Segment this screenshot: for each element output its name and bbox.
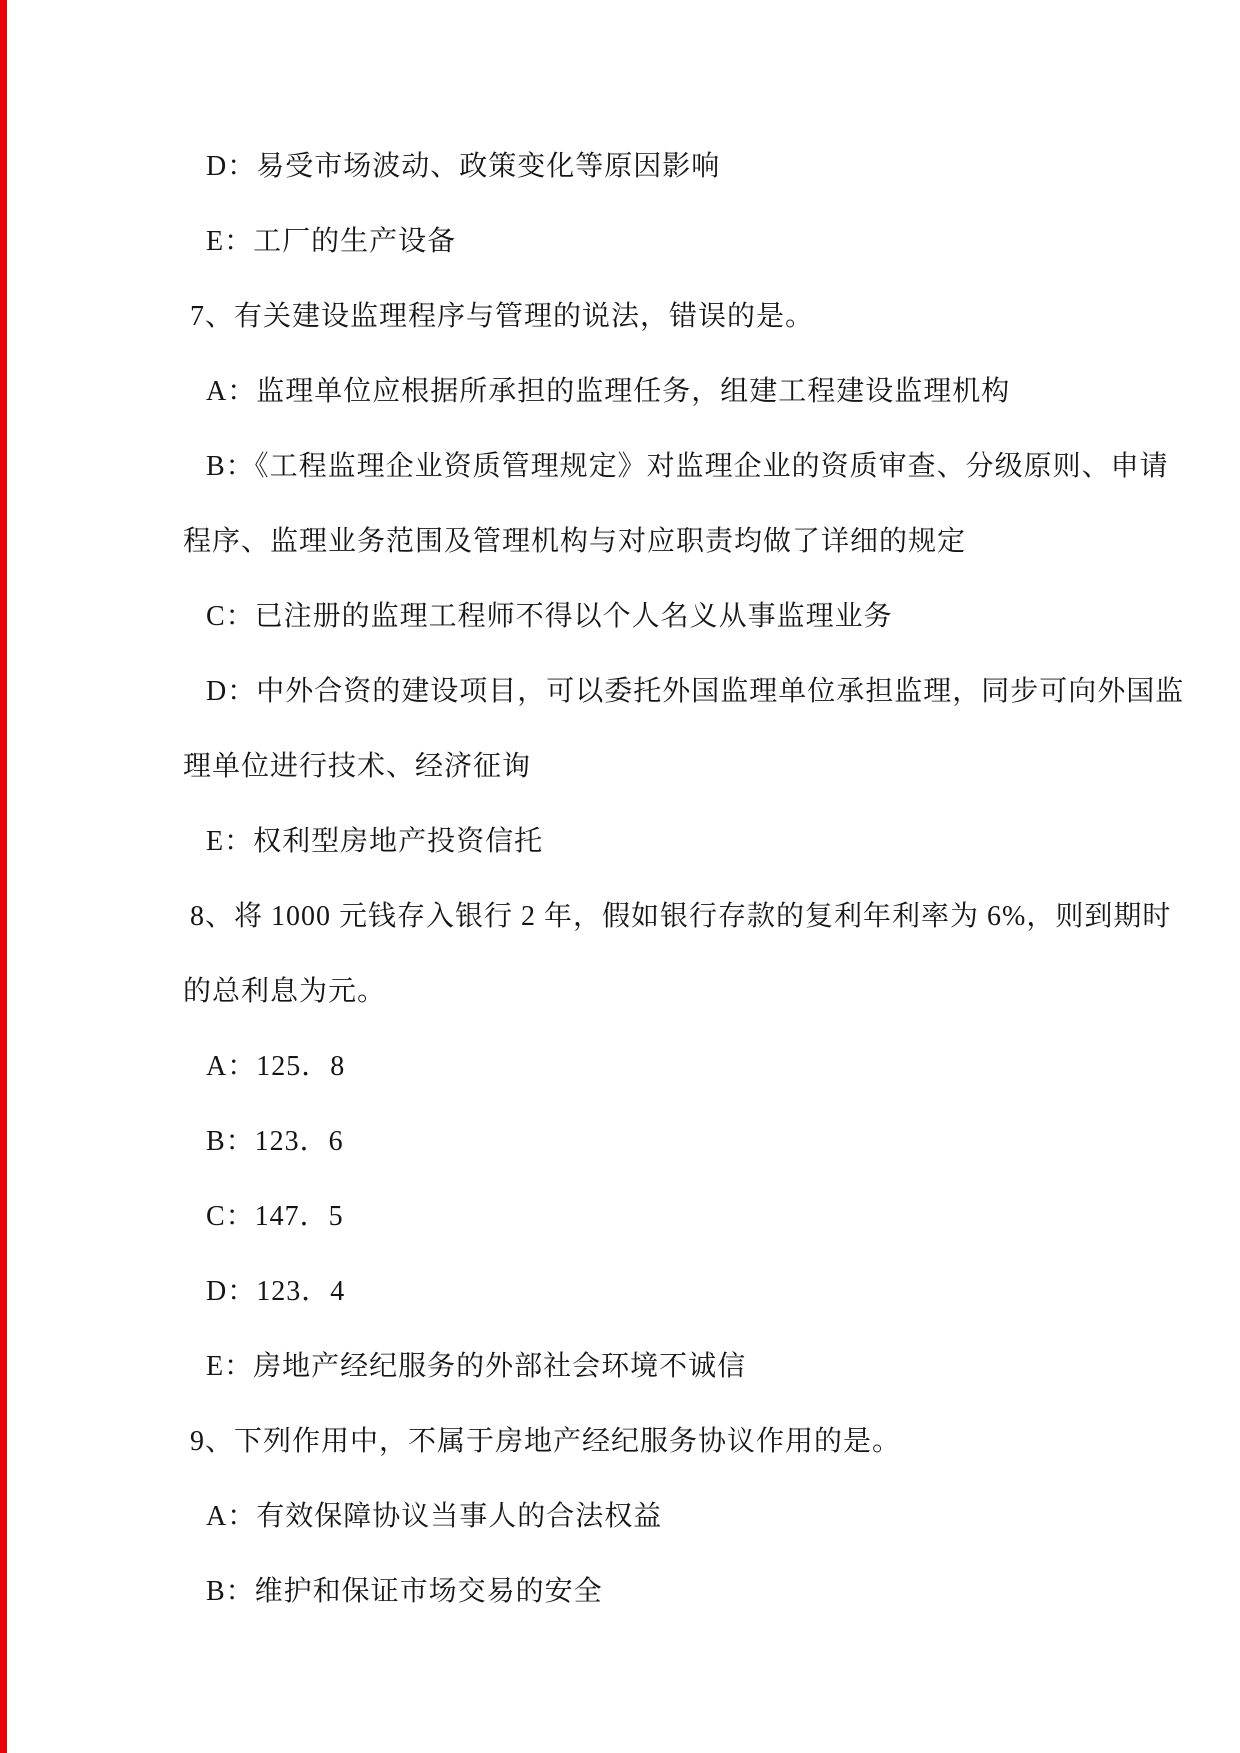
document-line: D：中外合资的建设项目，可以委托外国监理单位承担监理，同步可向外国监 (206, 676, 1185, 707)
document-line: D：123．4 (206, 1276, 346, 1307)
document-line: 7、有关建设监理程序与管理的说法，错误的是。 (190, 301, 815, 332)
document-line: C：已注册的监理工程师不得以个人名义从事监理业务 (206, 601, 893, 632)
document-line: D：易受市场波动、政策变化等原因影响 (206, 151, 721, 182)
document-line: B：《工程监理企业资质管理规定》对监理企业的资质审查、分级原则、申请 (206, 451, 1169, 482)
document-line: E：权利型房地产投资信托 (206, 826, 544, 857)
document-line: C：147．5 (206, 1201, 344, 1232)
document-line: 8、将 1000 元钱存入银行 2 年，假如银行存款的复利年利率为 6%，则到期时 (190, 901, 1172, 932)
document-line: B：123．6 (206, 1126, 344, 1157)
document-line: 理单位进行技术、经济征询 (183, 751, 532, 782)
document-line: 9、下列作用中，不属于房地产经纪服务协议作用的是。 (190, 1426, 902, 1457)
document-line: A：监理单位应根据所承担的监理任务，组建工程建设监理机构 (206, 376, 1011, 407)
document-line: B：维护和保证市场交易的安全 (206, 1576, 603, 1607)
document-line: A：有效保障协议当事人的合法权益 (206, 1501, 663, 1532)
document-line: 的总利息为元。 (183, 976, 387, 1007)
document-line: A：125．8 (206, 1051, 346, 1082)
document-line: 程序、监理业务范围及管理机构与对应职责均做了详细的规定 (183, 526, 967, 557)
document-line: E：房地产经纪服务的外部社会环境不诚信 (206, 1351, 747, 1382)
document-line: E：工厂的生产设备 (206, 226, 457, 257)
